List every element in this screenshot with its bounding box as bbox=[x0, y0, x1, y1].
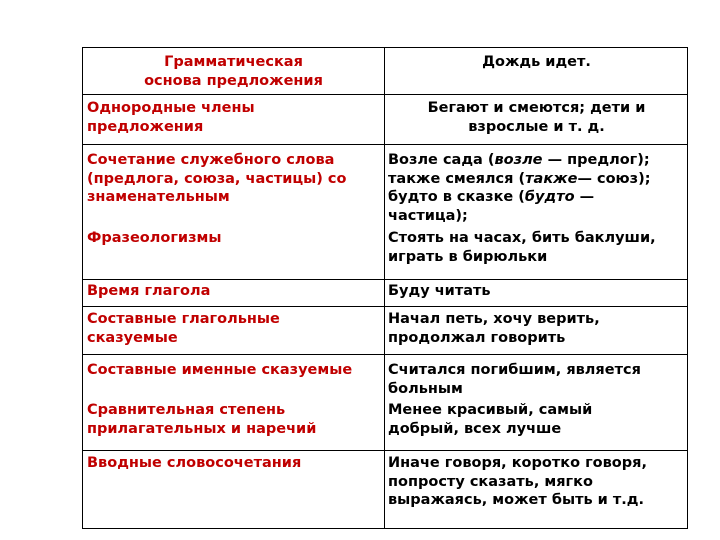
row-2-left: Сочетание служебного слова (предлога, союза, частицы) со знаменательным bbox=[87, 152, 347, 205]
row-3-left: Фразеологизмы bbox=[87, 230, 222, 246]
row-1-right: Бегают и смеются; дети и взрослые и т. д. bbox=[427, 100, 646, 135]
row-7-right: Менее красивый, самый добрый, всех лучше bbox=[388, 402, 593, 437]
row-divider bbox=[83, 279, 687, 280]
row-3-right: Стоять на часах, бить баклуши, играть в бирюльки bbox=[388, 230, 656, 265]
row-divider bbox=[83, 144, 687, 145]
row-0-right: Дождь идет. bbox=[482, 54, 591, 70]
row-7-left: Сравнительная степень прилагательных и наречий bbox=[87, 402, 317, 437]
row-8-left: Вводные словосочетания bbox=[87, 455, 302, 471]
row-6-left: Составные именные сказуемые bbox=[87, 362, 353, 378]
row-divider bbox=[83, 94, 687, 95]
row-4-right: Буду читать bbox=[388, 283, 491, 299]
row-0-left: Грамматическая основа предложения bbox=[144, 54, 323, 89]
row-5-left: Составные глагольные сказуемые bbox=[87, 311, 280, 346]
row-6-right: Считался погибшим, является больным bbox=[388, 362, 641, 397]
row-divider bbox=[83, 450, 687, 451]
row-5-right: Начал петь, хочу верить, продолжал говорить bbox=[388, 311, 600, 346]
row-8-right: Иначе говоря, коротко говоря, попросту сказать, мягко выражаясь, может быть и т.д. bbox=[388, 455, 647, 508]
row-divider bbox=[83, 354, 687, 355]
row-1-left: Однородные члены предложения bbox=[87, 100, 255, 135]
grammar-table bbox=[82, 47, 688, 529]
row-divider bbox=[83, 306, 687, 307]
row-4-left: Время глагола bbox=[87, 283, 211, 299]
row-2-right: Возле сада (возле — предлог); также смеялся (также— союз); будто в сказке (будто — частица); bbox=[388, 152, 651, 224]
